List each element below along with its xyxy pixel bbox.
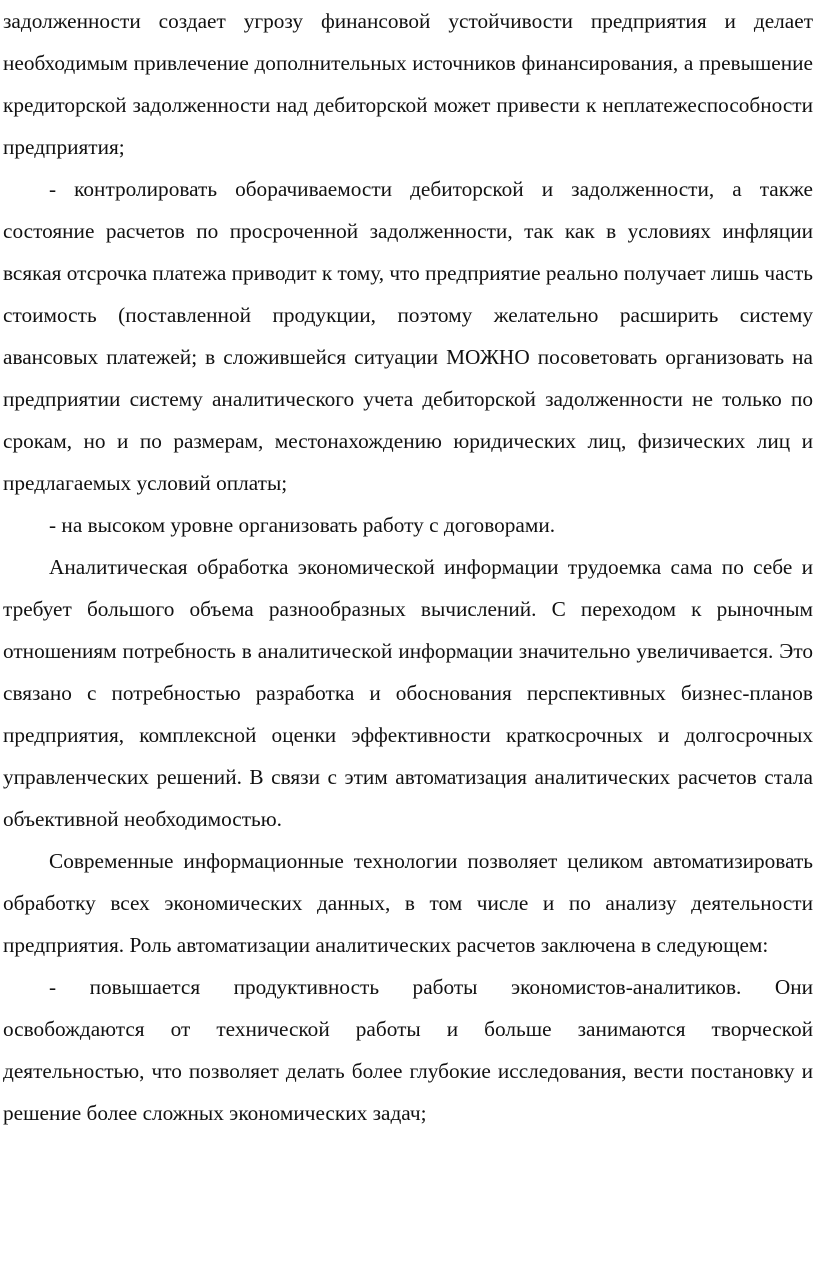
paragraph-productivity: - повышается продуктивность работы экономистов-аналитиков. Они освобождаются от технической работы и больше занимаются творческой деятельностью, что позволяет делать более глубокие исследования, вести постановку и решение более сложных экономических задач; — [3, 975, 813, 1125]
paragraph-receivables-control: - контролировать оборачиваемости дебиторской и задолженности, а также состояние расчетов по просроченной задолженности, так как в условиях инфляции всякая отсрочка платежа приводит к тому, что предприятие реально получает лишь часть стоимость (поставленной продукции, поэтому желательно расширить систему авансовых платежей; в сложившейся ситуации МОЖНО посоветовать организовать на предприятии систему аналитического учета дебиторской задолженности не только по срокам, но и по размерам, местонахождению юридических лиц, физических лиц и предлагаемых условий оплаты; — [3, 177, 814, 495]
paragraph-information-technologies: Современные информационные технологии позволяет целиком автоматизировать обработку всех экономических данных, в том числе и по анализу деятельности предприятия. Роль автоматизации аналитических расчетов заключена в следующем: — [3, 849, 813, 957]
paragraph-continuation: задолженности создает угрозу финансовой устойчивости предприятия и делает необходимым привлечение дополнительных источников финансирования, а превышение кредиторской задолженности над дебиторской может привести к неплатежеспособности предприятия; — [3, 9, 813, 159]
paragraph-contracts: - на высоком уровне организовать работу с договорами. — [49, 513, 556, 537]
paragraph-analytical-processing: Аналитическая обработка экономической информации трудоемка сама по себе и требует большого объема разнообразных вычислений. С переходом к рыночным отношениям потребность в аналитической информации значительно увеличивается. Это связано с потребностью разработка и обоснования перспективных бизнес-планов предприятия, комплексной оценки эффективности краткосрочных и долгосрочных управленческих решений. В связи с этим автоматизация аналитических расчетов стала объективной необходимостью. — [3, 555, 813, 831]
